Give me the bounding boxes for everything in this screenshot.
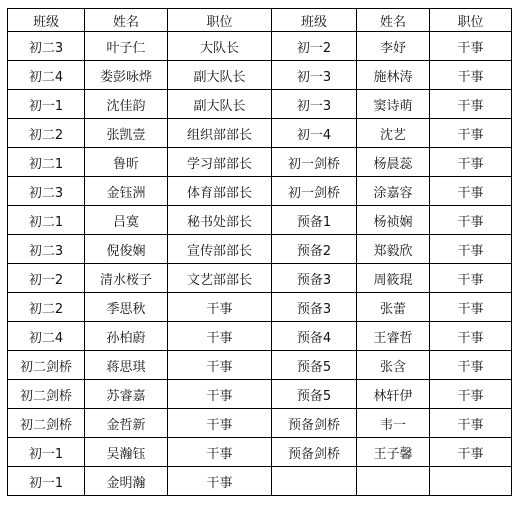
table-row: [8, 90, 512, 119]
name-cell: 金钰洲: [85, 177, 168, 206]
class-cell: 预备2: [272, 235, 357, 264]
table-row: [8, 235, 512, 264]
table-body: [8, 32, 512, 496]
table-row: [8, 322, 512, 351]
class-cell: 预备剑桥: [272, 438, 357, 467]
header-class: 班级: [272, 9, 357, 32]
table-row: [8, 380, 512, 409]
name-cell: 涂嘉容: [357, 177, 430, 206]
position-cell: 干事: [168, 467, 272, 496]
position-cell: 体育部部长: [168, 177, 272, 206]
table-row: [8, 206, 512, 235]
position-cell: 干事: [430, 119, 512, 148]
position-cell: 干事: [430, 438, 512, 467]
class-cell: 预备剑桥: [272, 409, 357, 438]
position-cell: 干事: [168, 409, 272, 438]
name-cell: [357, 467, 430, 496]
name-cell: 周筱琨: [357, 264, 430, 293]
class-cell: 初二剑桥: [8, 351, 85, 380]
position-cell: 干事: [430, 235, 512, 264]
position-cell: 干事: [168, 351, 272, 380]
class-cell: 初一2: [8, 264, 85, 293]
name-cell: 苏睿嘉: [85, 380, 168, 409]
class-cell: 初一4: [272, 119, 357, 148]
name-cell: 张蕾: [357, 293, 430, 322]
position-cell: 副大队长: [168, 61, 272, 90]
class-cell: 初二2: [8, 293, 85, 322]
position-cell: 干事: [430, 61, 512, 90]
class-cell: 初二2: [8, 119, 85, 148]
position-cell: 干事: [430, 90, 512, 119]
class-cell: 初二3: [8, 177, 85, 206]
name-cell: 王睿哲: [357, 322, 430, 351]
table-row: [8, 177, 512, 206]
name-cell: 金明瀚: [85, 467, 168, 496]
header-class: 班级: [8, 9, 85, 32]
name-cell: 沈艺: [357, 119, 430, 148]
name-cell: 吕寞: [85, 206, 168, 235]
table-row: [8, 438, 512, 467]
position-cell: 学习部部长: [168, 148, 272, 177]
class-cell: 初二3: [8, 32, 85, 61]
name-cell: 郑毅欣: [357, 235, 430, 264]
position-cell: 干事: [168, 380, 272, 409]
class-cell: 预备3: [272, 264, 357, 293]
table-row: [8, 293, 512, 322]
class-cell: 初二剑桥: [8, 380, 85, 409]
position-cell: 大队长: [168, 32, 272, 61]
table-row: [8, 148, 512, 177]
table-row: [8, 351, 512, 380]
class-cell: [272, 467, 357, 496]
class-cell: 初一1: [8, 467, 85, 496]
position-cell: 干事: [430, 380, 512, 409]
name-cell: 孙柏蔚: [85, 322, 168, 351]
class-cell: 初二1: [8, 148, 85, 177]
name-cell: 杨祯娴: [357, 206, 430, 235]
position-cell: 干事: [168, 322, 272, 351]
name-cell: 沈佳韵: [85, 90, 168, 119]
header-name: 姓名: [357, 9, 430, 32]
position-cell: 副大队长: [168, 90, 272, 119]
position-cell: 秘书处部长: [168, 206, 272, 235]
name-cell: 王子馨: [357, 438, 430, 467]
name-cell: 季思秋: [85, 293, 168, 322]
position-cell: 干事: [430, 32, 512, 61]
position-cell: 干事: [430, 264, 512, 293]
position-cell: [430, 467, 512, 496]
position-cell: 干事: [430, 293, 512, 322]
class-cell: 预备5: [272, 380, 357, 409]
position-cell: 宣传部部长: [168, 235, 272, 264]
name-cell: 鲁昕: [85, 148, 168, 177]
name-cell: 蒋思琪: [85, 351, 168, 380]
table-row: [8, 467, 512, 496]
name-cell: 施林涛: [357, 61, 430, 90]
position-cell: 干事: [168, 438, 272, 467]
class-cell: 初二1: [8, 206, 85, 235]
position-cell: 干事: [168, 293, 272, 322]
header-name: 姓名: [85, 9, 168, 32]
table-row: [8, 264, 512, 293]
table-row: [8, 409, 512, 438]
class-cell: 初二3: [8, 235, 85, 264]
class-cell: 预备4: [272, 322, 357, 351]
name-cell: 叶子仁: [85, 32, 168, 61]
position-cell: 干事: [430, 206, 512, 235]
roster-table: [7, 8, 512, 496]
class-cell: 初一1: [8, 90, 85, 119]
class-cell: 初一2: [272, 32, 357, 61]
name-cell: 清水桜子: [85, 264, 168, 293]
position-cell: 干事: [430, 148, 512, 177]
class-cell: 预备1: [272, 206, 357, 235]
class-cell: 初一1: [8, 438, 85, 467]
name-cell: 张凯壹: [85, 119, 168, 148]
name-cell: 林轩伊: [357, 380, 430, 409]
class-cell: 初一3: [272, 90, 357, 119]
position-cell: 干事: [430, 351, 512, 380]
name-cell: 张含: [357, 351, 430, 380]
name-cell: 娄彭咏烨: [85, 61, 168, 90]
class-cell: 初一剑桥: [272, 177, 357, 206]
name-cell: 杨晨蕊: [357, 148, 430, 177]
header-position: 职位: [430, 9, 512, 32]
name-cell: 金哲新: [85, 409, 168, 438]
name-cell: 李妤: [357, 32, 430, 61]
class-cell: 初一3: [272, 61, 357, 90]
position-cell: 文艺部部长: [168, 264, 272, 293]
position-cell: 组织部部长: [168, 119, 272, 148]
class-cell: 预备3: [272, 293, 357, 322]
name-cell: 窦诗萌: [357, 90, 430, 119]
class-cell: 初二剑桥: [8, 409, 85, 438]
name-cell: 倪俊娴: [85, 235, 168, 264]
class-cell: 初二4: [8, 322, 85, 351]
table-row: [8, 61, 512, 90]
header-position: 职位: [168, 9, 272, 32]
table-row: [8, 32, 512, 61]
position-cell: 干事: [430, 177, 512, 206]
class-cell: 预备5: [272, 351, 357, 380]
position-cell: 干事: [430, 409, 512, 438]
name-cell: 吴瀚钰: [85, 438, 168, 467]
name-cell: 韦一: [357, 409, 430, 438]
class-cell: 初一剑桥: [272, 148, 357, 177]
position-cell: 干事: [430, 322, 512, 351]
class-cell: 初二4: [8, 61, 85, 90]
header-row: [8, 9, 512, 32]
table-row: [8, 119, 512, 148]
